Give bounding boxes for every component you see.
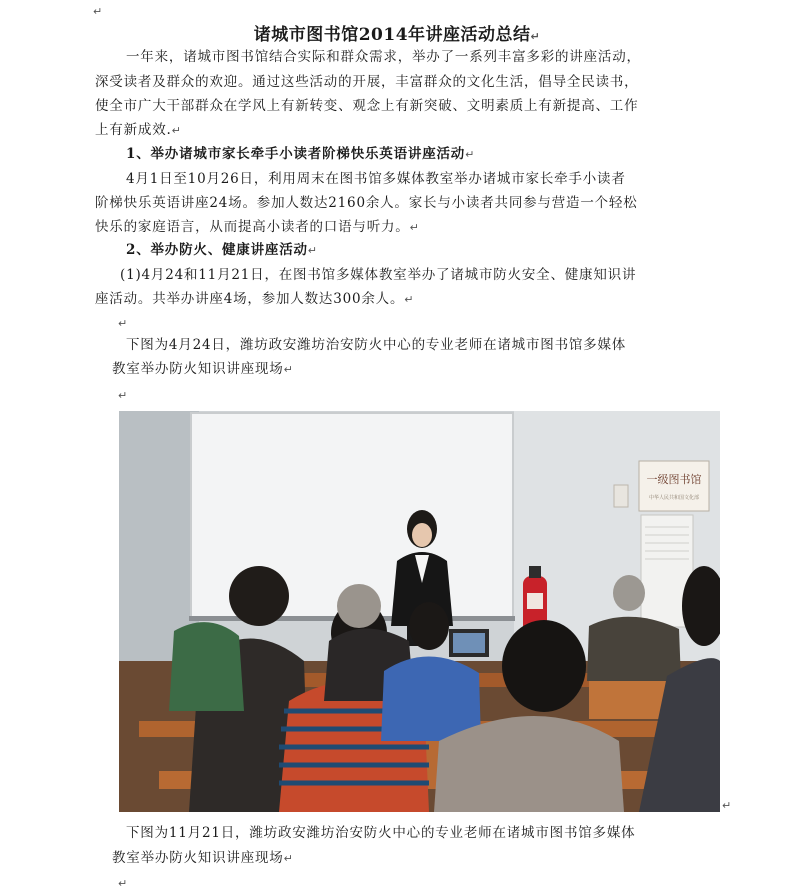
intro-line: 一年来，诸城市图书馆结合实际和群众需求，举办了一系列丰富多彩的讲座活动， [126,49,641,65]
paragraph-mark: ↵ [722,799,732,812]
paragraph-mark: ↵ [93,5,103,18]
section-line: 4月1日至10月26日，利用周末在图书馆多媒体教室举办诸城市家长牵手小读者 [126,171,626,187]
paragraph-mark: ↵ [118,877,128,890]
section-line: 阶梯快乐英语讲座24场。参加人数达2160余人。家长与小读者共同参与营造一个轻松 [95,195,638,211]
lecture-photo [119,411,720,812]
section-heading: 1、举办诸城市家长牵手小读者阶梯快乐英语讲座活动↵ [126,146,476,162]
section-line: (1)4月24和11月21日，在图书馆多媒体教室举办了诸城市防火安全、健康知识讲 [120,267,637,283]
paragraph-mark: ↵ [283,852,294,865]
intro-line: 深受读者及群众的欢迎。通过这些活动的开展，丰富群众的文化生活，倡导全民读书， [95,74,639,90]
section-line: 座活动。共举办讲座4场，参加人数达300余人。↵ [95,291,415,307]
paragraph-mark: ↵ [409,221,420,234]
lecture-photo-illustration [119,411,720,812]
library-sign-subtext: 中华人民共和国文化部 [648,495,700,501]
paragraph-mark: ↵ [118,389,128,402]
caption-line: 下图为11月21日，潍坊政安潍坊治安防火中心的专业老师在诸城市图书馆多媒体 [126,825,636,841]
section-heading: 2、举办防火、健康讲座活动↵ [126,242,318,258]
paragraph-mark: ↵ [118,317,128,330]
caption-line: 教室举办防火知识讲座现场↵ [112,361,294,377]
paragraph-mark: ↵ [283,363,294,376]
paragraph-mark: ↵ [465,148,476,161]
intro-line: 使全市广大干部群众在学风上有新转变、观念上有新突破、文明素质上有新提高、工作 [95,98,639,114]
caption-line: 下图为4月24日，潍坊政安潍坊治安防火中心的专业老师在诸城市图书馆多媒体 [126,337,627,353]
caption-line: 教室举办防火知识讲座现场↵ [112,850,294,866]
section-line: 快乐的家庭语言，从而提高小读者的口语与听力。↵ [95,219,420,235]
paragraph-mark: ↵ [171,124,182,137]
intro-line: 上有新成效.↵ [95,122,182,138]
paragraph-mark: ↵ [530,30,541,43]
paragraph-mark: ↵ [307,244,318,257]
library-sign-text: 一级图书馆 [646,473,702,486]
document-title: 诸城市图书馆2014年讲座活动总结↵ [253,25,541,45]
paragraph-mark: ↵ [404,293,415,306]
